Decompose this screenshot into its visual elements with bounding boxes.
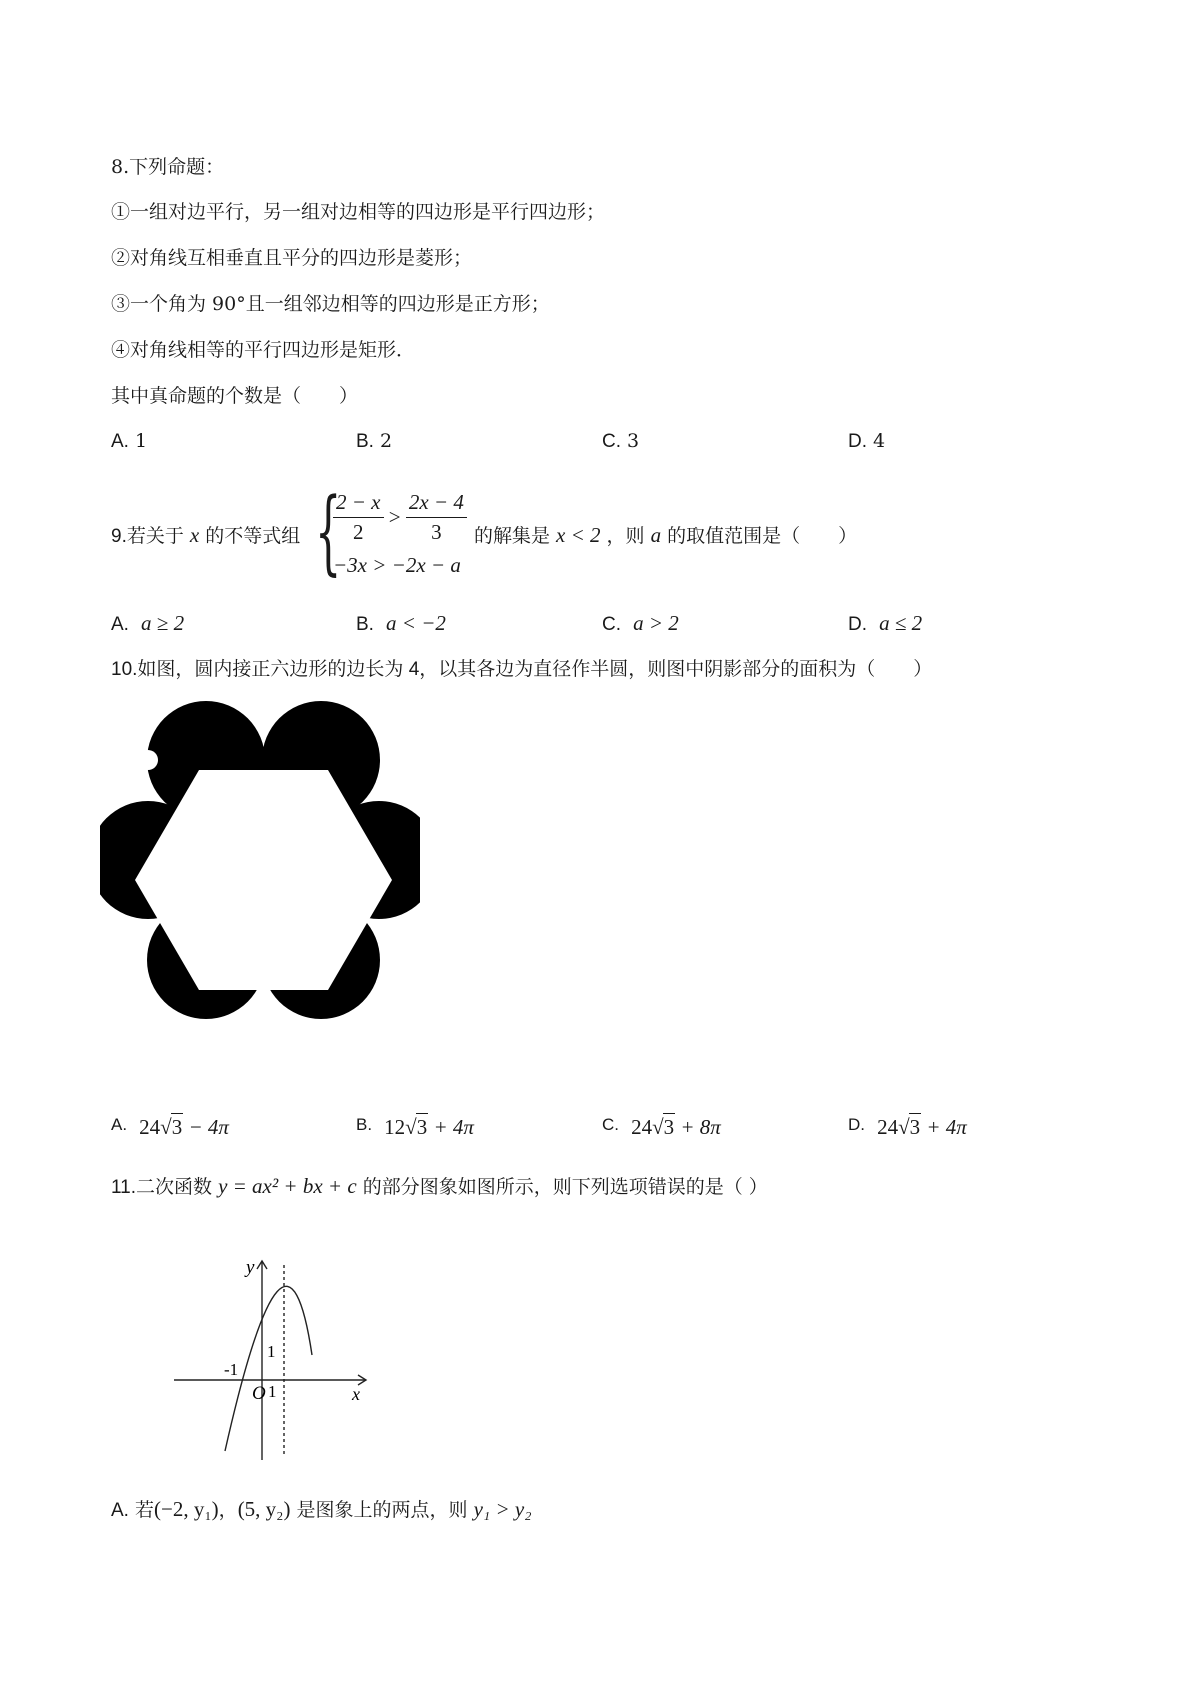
option-value: 1 [135,430,148,452]
solution: x < 2 [556,523,601,547]
option-letter: B. [356,431,374,452]
minus-one-label: -1 [224,1360,239,1379]
q9-option-a: A. a ≥ 2 [111,611,185,635]
option-letter: D. [848,431,867,452]
one-x-label: 1 [268,1382,277,1401]
option-value: 3 [627,430,640,452]
q10-option-b: B. 12√3 + 4π [356,1115,474,1139]
q8-option-b [356,428,392,455]
option-letter: A. [111,431,129,452]
q8-statement-3: ③一个角为 90°且一组邻边相等的四边形是正方形； [111,293,550,315]
q9-suffix: 的解集是 x < 2 ，则 a 的取值范围是（ ） [474,523,858,547]
inequality-2: −3x > −2x − a [333,553,461,577]
q10-option-c: C. 24√3 + 8π [602,1115,721,1139]
q9-prefix: 9.若关于 x 的不等式组 [111,523,301,547]
q9-option-d: D. a ≤ 2 [848,611,923,635]
q8-option-c [602,428,639,455]
q11-option-a: A. 若(−2, y₁)，(5, y₂) 是图象上的两点，则 y₁ > y₂ [111,1497,532,1521]
hexagon-figure [100,700,420,1040]
x-label: x [352,1384,360,1404]
q8-option-a [111,428,147,455]
q11-question: 11.二次函数 y = ax² + bx + c 的部分图象如图所示，则下列选项错误的是（ ） [111,1174,768,1198]
q8-statement-1: ①一组对边平行，另一组对边相等的四边形是平行四边形； [111,201,606,223]
option-value: 4 [873,430,886,452]
q10-option-d: D. 24√3 + 4π [848,1115,967,1139]
q9-option-b: B. a < −2 [356,611,446,635]
q8-statement-2: ②对角线互相垂直且平分的四边形是菱形； [111,247,473,269]
variable-a: a [650,523,662,547]
system-brace: { [315,478,342,585]
y-label: y [246,1257,255,1278]
parabola-graph [170,1255,380,1465]
variable-x: x [189,523,200,547]
fraction-1: $\frac{2 - x}{2}$ [333,490,384,545]
q10-option-a: A. 24√3 − 4π [111,1115,229,1139]
option-value: 2 [380,430,393,452]
origin-label: O [252,1383,266,1404]
q9-option-c: C. a > 2 [602,611,679,635]
q8-title: 8.下列命题： [111,156,225,178]
q8-statement-4: ④对角线相等的平行四边形是矩形． [111,339,416,361]
one-y-label: 1 [267,1342,276,1361]
option-letter: C. [602,431,621,452]
q8-question: 其中真命题的个数是（ ） [111,385,359,407]
q8-option-d [848,428,885,455]
quadratic-formula: y = ax² + bx + c [218,1174,357,1198]
inequality-1: $\frac{2 - x}{2}$ > $\frac{2x - 4}{3}$ [333,490,467,545]
q10-question: 10.如图，圆内接正六边形的边长为 4，以其各边为直径作半圆，则图中阴影部分的面积为（ ） [111,659,933,680]
fraction-2: $\frac{2x - 4}{3}$ [406,490,467,545]
